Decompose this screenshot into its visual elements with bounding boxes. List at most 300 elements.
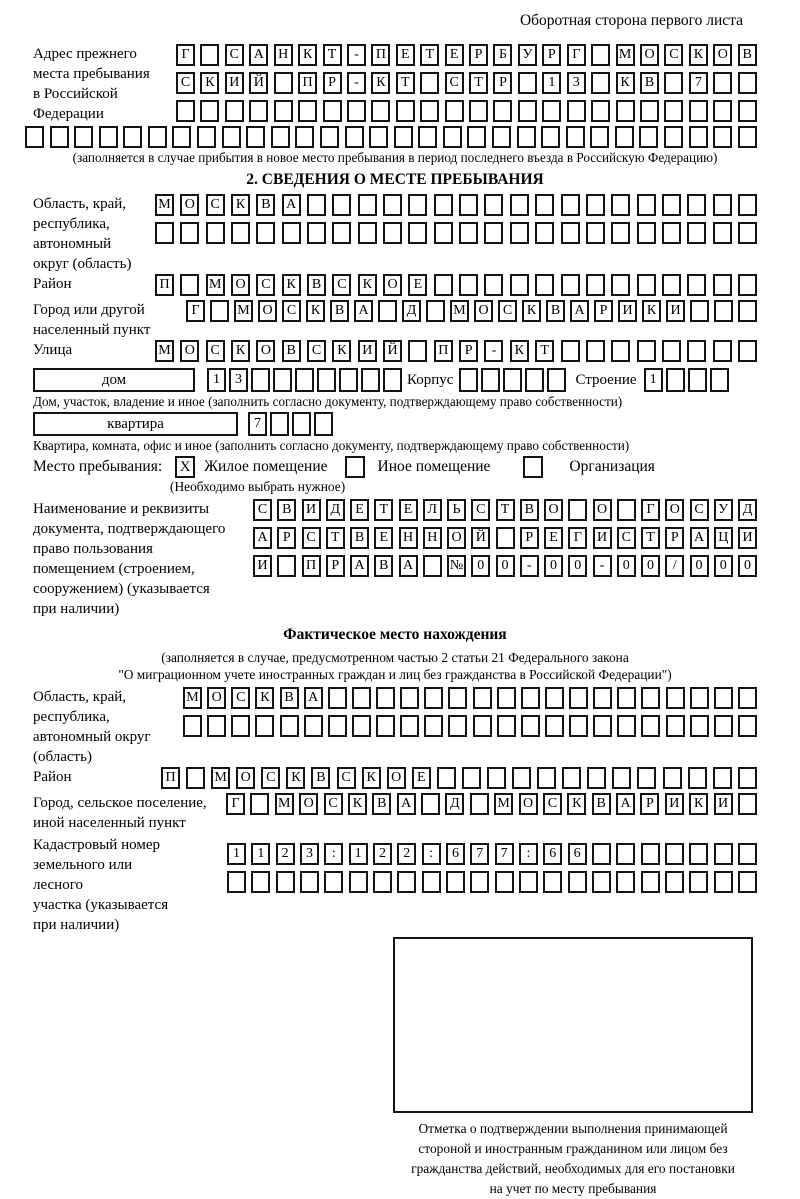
char-box: Р <box>640 793 659 815</box>
char-box <box>383 222 402 244</box>
char-box: 7 <box>470 843 489 865</box>
char-box: 6 <box>446 843 465 865</box>
char-box <box>714 843 733 865</box>
char-box <box>459 194 478 216</box>
stay-type-option-organization: Организация <box>569 458 655 475</box>
char-box: С <box>307 340 326 362</box>
char-box: 0 <box>690 555 709 577</box>
char-box <box>690 715 709 737</box>
char-box <box>689 843 708 865</box>
apartment-row <box>33 412 757 436</box>
char-box: С <box>261 767 280 789</box>
char-box <box>738 300 757 322</box>
char-box: Р <box>665 527 684 549</box>
char-box: О <box>593 499 612 521</box>
char-box: О <box>383 274 402 296</box>
char-box <box>690 300 709 322</box>
char-box <box>521 687 540 709</box>
char-box: Г <box>641 499 660 521</box>
char-box <box>666 715 685 737</box>
char-box <box>469 100 488 122</box>
city-label: Город или другой населенный пункт <box>33 302 151 338</box>
char-box <box>295 368 314 392</box>
char-box: О <box>387 767 406 789</box>
char-box: М <box>211 767 230 789</box>
char-box <box>641 871 660 893</box>
char-box <box>639 126 658 148</box>
prev-address-caption: (заполняется в случае прибытия в новое место пребывания в период последнего въезда в Российскую Федерацию) <box>72 150 718 165</box>
char-box: Т <box>396 72 415 94</box>
char-box <box>586 222 605 244</box>
char-box: М <box>275 793 294 815</box>
char-box: А <box>399 555 418 577</box>
char-box <box>473 715 492 737</box>
char-box: В <box>311 767 330 789</box>
char-box: : <box>324 843 343 865</box>
char-box <box>689 100 708 122</box>
char-box: Н <box>423 527 442 549</box>
char-box <box>328 715 347 737</box>
char-box: О <box>180 340 199 362</box>
char-box <box>616 100 635 122</box>
char-box <box>738 715 757 737</box>
char-box <box>378 300 397 322</box>
char-box <box>314 412 333 436</box>
char-box <box>207 715 226 737</box>
char-box: 0 <box>714 555 733 577</box>
char-box <box>592 843 611 865</box>
stay-type-checkbox-organization <box>523 456 543 478</box>
char-box <box>664 72 683 94</box>
char-box: И <box>358 340 377 362</box>
char-box-row <box>253 527 757 549</box>
char-box: Р <box>326 555 345 577</box>
char-box <box>487 767 506 789</box>
char-box: К <box>231 340 250 362</box>
char-box <box>352 715 371 737</box>
actual-city-group <box>33 793 757 833</box>
char-box <box>561 274 580 296</box>
char-box: У <box>714 499 733 521</box>
char-box: В <box>330 300 349 322</box>
char-box-row <box>161 767 757 789</box>
char-box: : <box>519 843 538 865</box>
char-box: В <box>640 72 659 94</box>
char-box <box>537 767 556 789</box>
char-box: К <box>522 300 541 322</box>
char-box: 1 <box>349 843 368 865</box>
char-box: 2 <box>276 843 295 865</box>
char-box: Ц <box>714 527 733 549</box>
char-box <box>535 194 554 216</box>
char-box: 1 <box>251 843 270 865</box>
char-box <box>641 843 660 865</box>
char-box: Р <box>459 340 478 362</box>
char-box <box>666 368 685 392</box>
char-box <box>587 767 606 789</box>
char-box: № <box>447 555 466 577</box>
char-box <box>277 555 296 577</box>
char-box: Е <box>544 527 563 549</box>
char-box <box>714 300 733 322</box>
char-box <box>186 767 205 789</box>
stroenie-label: Строение <box>575 372 637 388</box>
char-box <box>408 222 427 244</box>
char-box-row <box>155 274 757 296</box>
char-box-row <box>248 412 333 436</box>
char-box: М <box>616 44 635 66</box>
prev-address-label: Адрес прежнего места пребывания в Российской Федерации <box>33 46 150 122</box>
char-box <box>400 715 419 737</box>
region-label: Область, край, республика, автономный округ (область) <box>33 196 132 272</box>
actual-city-label: Город, сельское поселение, иной населенный пункт <box>33 795 207 831</box>
char-box: П <box>298 72 317 94</box>
char-box: Т <box>323 44 342 66</box>
char-box: 7 <box>248 412 267 436</box>
char-box: - <box>484 340 503 362</box>
char-box: А <box>397 793 416 815</box>
char-box <box>637 767 656 789</box>
char-box: К <box>231 194 250 216</box>
char-box <box>591 100 610 122</box>
char-box <box>276 871 295 893</box>
char-box: С <box>664 44 683 66</box>
char-box <box>641 687 660 709</box>
char-box <box>616 843 635 865</box>
char-box: М <box>234 300 253 322</box>
char-box <box>561 194 580 216</box>
char-box <box>617 687 636 709</box>
char-box <box>200 100 219 122</box>
stay-type-option-other: Иное помещение <box>377 458 491 475</box>
char-box: М <box>155 340 174 362</box>
char-box: О <box>258 300 277 322</box>
char-box <box>690 687 709 709</box>
char-box-row <box>207 368 402 392</box>
char-box: Р <box>542 44 561 66</box>
char-box <box>448 715 467 737</box>
char-box: К <box>306 300 325 322</box>
char-box: 0 <box>471 555 490 577</box>
char-box: Г <box>186 300 205 322</box>
char-box <box>637 340 656 362</box>
char-box <box>547 368 566 392</box>
char-box <box>710 368 729 392</box>
char-box <box>422 871 441 893</box>
header-note: Оборотная сторона первого листа <box>519 12 743 29</box>
apartment-caption: Квартира, комната, офис и иное (заполнить согласно документу, подтверждающему право собственности) <box>33 438 630 453</box>
char-box <box>280 715 299 737</box>
char-box: 0 <box>496 555 515 577</box>
char-box: - <box>347 44 366 66</box>
char-box <box>180 274 199 296</box>
char-box <box>352 687 371 709</box>
char-box <box>320 126 339 148</box>
char-box: К <box>286 767 305 789</box>
char-box <box>324 871 343 893</box>
char-box <box>304 715 323 737</box>
char-box: У <box>518 44 537 66</box>
char-box: 3 <box>567 72 586 94</box>
char-box: И <box>302 499 321 521</box>
char-box <box>687 222 706 244</box>
char-box: С <box>253 499 272 521</box>
char-box <box>687 274 706 296</box>
char-box <box>397 871 416 893</box>
char-box: Е <box>374 527 393 549</box>
char-box <box>568 871 587 893</box>
char-box <box>738 793 757 815</box>
actual-district-group <box>33 767 757 789</box>
char-box <box>434 194 453 216</box>
char-box <box>665 871 684 893</box>
char-box <box>227 871 246 893</box>
cadastral-label: Кадастровый номер земельного или лесного участка (указывается при наличии) <box>33 837 169 933</box>
char-box: Т <box>326 527 345 549</box>
char-box <box>420 100 439 122</box>
char-box: Г <box>226 793 245 815</box>
char-box: К <box>255 687 274 709</box>
char-box: С <box>332 274 351 296</box>
house-caption: Дом, участок, владение и иное (заполнить согласно документу, подтверждающему право собственности) <box>33 394 623 409</box>
char-box: 0 <box>738 555 757 577</box>
section2-title: 2. СВЕДЕНИЯ О МЕСТЕ ПРЕБЫВАНИЯ <box>246 171 544 188</box>
char-box <box>358 222 377 244</box>
char-box <box>535 274 554 296</box>
char-box: Р <box>323 72 342 94</box>
char-box-row <box>227 843 757 865</box>
char-box: О <box>640 44 659 66</box>
char-box <box>665 843 684 865</box>
char-box <box>448 687 467 709</box>
char-box <box>617 499 636 521</box>
char-box: 2 <box>397 843 416 865</box>
char-box <box>542 100 561 122</box>
char-box <box>689 126 708 148</box>
char-box: О <box>231 274 250 296</box>
char-box: П <box>161 767 180 789</box>
char-box <box>274 72 293 94</box>
char-box: В <box>374 555 393 577</box>
char-box: Е <box>408 274 427 296</box>
char-box <box>714 715 733 737</box>
char-box <box>408 194 427 216</box>
char-box: В <box>256 194 275 216</box>
char-box: О <box>474 300 493 322</box>
char-box <box>738 871 757 893</box>
char-box: Й <box>249 72 268 94</box>
char-box <box>713 194 732 216</box>
char-box: С <box>302 527 321 549</box>
char-box: Р <box>493 72 512 94</box>
char-box <box>347 100 366 122</box>
char-box: С <box>231 687 250 709</box>
char-box <box>738 340 757 362</box>
char-box <box>358 194 377 216</box>
char-box: В <box>307 274 326 296</box>
char-box <box>180 222 199 244</box>
char-box: К <box>332 340 351 362</box>
char-box: Т <box>535 340 554 362</box>
char-box-row <box>183 715 757 737</box>
char-box: К <box>510 340 529 362</box>
char-box: 3 <box>300 843 319 865</box>
char-box: 3 <box>229 368 248 392</box>
char-box-row <box>459 368 566 392</box>
char-box <box>317 368 336 392</box>
char-box-row <box>176 100 757 122</box>
char-box <box>176 100 195 122</box>
char-box: Е <box>399 499 418 521</box>
char-box <box>738 687 757 709</box>
char-box <box>687 340 706 362</box>
char-box <box>400 687 419 709</box>
char-box: С <box>543 793 562 815</box>
char-box <box>323 100 342 122</box>
char-box <box>503 368 522 392</box>
char-box: Н <box>399 527 418 549</box>
char-box-row <box>25 126 757 148</box>
char-box <box>510 222 529 244</box>
char-box <box>535 222 554 244</box>
char-box <box>273 368 292 392</box>
char-box: С <box>445 72 464 94</box>
char-box <box>470 793 489 815</box>
char-box: С <box>206 194 225 216</box>
actual-region-group <box>33 687 757 767</box>
char-box <box>568 499 587 521</box>
char-box <box>373 871 392 893</box>
char-box <box>561 222 580 244</box>
confirmation-mark-caption: Отметка о подтверждении выполнения принимающей стороной и иностранным гражданином или лицом без гражданства действий, необходимых для его постановки на учет по месту пребывания <box>411 1121 735 1196</box>
char-box <box>462 767 481 789</box>
char-box <box>307 194 326 216</box>
char-box: М <box>155 194 174 216</box>
char-box: О <box>447 527 466 549</box>
char-box: К <box>689 44 708 66</box>
char-box-row <box>227 871 757 893</box>
char-box <box>443 126 462 148</box>
korpus-label: Корпус <box>407 372 454 388</box>
char-box <box>473 687 492 709</box>
char-box <box>371 100 390 122</box>
char-box: А <box>249 44 268 66</box>
stay-type-checkbox-residential: X <box>175 456 195 478</box>
char-box <box>434 274 453 296</box>
char-box <box>255 715 274 737</box>
char-box <box>713 222 732 244</box>
char-box: Й <box>471 527 490 549</box>
char-box <box>172 126 191 148</box>
char-box: К <box>298 44 317 66</box>
char-box <box>434 222 453 244</box>
char-box: О <box>236 767 255 789</box>
char-box-row <box>253 499 757 521</box>
char-box: К <box>362 767 381 789</box>
char-box: О <box>256 340 275 362</box>
char-box <box>328 687 347 709</box>
char-box: Г <box>176 44 195 66</box>
actual-location-title: Фактическое место нахождения <box>283 626 507 643</box>
document-label: Наименование и реквизиты документа, подтверждающего право пользования помещением (строением, сооружением) (указывается при наличии) <box>33 501 226 617</box>
char-box <box>271 126 290 148</box>
char-box <box>664 126 683 148</box>
char-box-row <box>176 72 757 94</box>
char-box-row <box>253 555 757 577</box>
char-box <box>497 715 516 737</box>
apartment-field-label: квартира <box>33 412 238 436</box>
char-box <box>361 368 380 392</box>
char-box: А <box>253 527 272 549</box>
char-box <box>688 368 707 392</box>
char-box-row <box>176 44 757 66</box>
char-box <box>591 72 610 94</box>
char-box: 6 <box>568 843 587 865</box>
char-box: 1 <box>227 843 246 865</box>
char-box: И <box>618 300 637 322</box>
char-box <box>200 44 219 66</box>
char-box: Д <box>402 300 421 322</box>
char-box <box>637 274 656 296</box>
char-box-row <box>155 222 757 244</box>
char-box: М <box>494 793 513 815</box>
char-box: Д <box>738 499 757 521</box>
char-box: / <box>665 555 684 577</box>
char-box <box>459 368 478 392</box>
char-box <box>561 340 580 362</box>
stay-type-row <box>33 456 757 478</box>
char-box <box>332 194 351 216</box>
house-field-label: дом <box>33 368 195 392</box>
char-box-row <box>155 340 757 362</box>
char-box <box>617 715 636 737</box>
char-box: 0 <box>568 555 587 577</box>
char-box <box>298 100 317 122</box>
document-group <box>33 499 757 619</box>
char-box <box>641 715 660 737</box>
char-box <box>738 274 757 296</box>
char-box <box>481 368 500 392</box>
char-box: И <box>665 793 684 815</box>
char-box <box>592 871 611 893</box>
char-box: С <box>176 72 195 94</box>
char-box-row <box>226 793 757 815</box>
char-box <box>586 340 605 362</box>
char-box <box>713 340 732 362</box>
char-box: 1 <box>644 368 663 392</box>
char-box: К <box>358 274 377 296</box>
char-box <box>99 126 118 148</box>
char-box: 7 <box>495 843 514 865</box>
char-box: Т <box>641 527 660 549</box>
char-box: В <box>372 793 391 815</box>
char-box <box>470 871 489 893</box>
char-box <box>74 126 93 148</box>
char-box: Е <box>396 44 415 66</box>
char-box <box>222 126 241 148</box>
char-box <box>586 274 605 296</box>
char-box: Р <box>469 44 488 66</box>
char-box: В <box>282 340 301 362</box>
char-box <box>446 871 465 893</box>
char-box: К <box>567 793 586 815</box>
char-box <box>349 871 368 893</box>
char-box: Р <box>277 527 296 549</box>
char-box <box>593 687 612 709</box>
char-box <box>206 222 225 244</box>
char-box <box>567 100 586 122</box>
char-box <box>426 300 445 322</box>
